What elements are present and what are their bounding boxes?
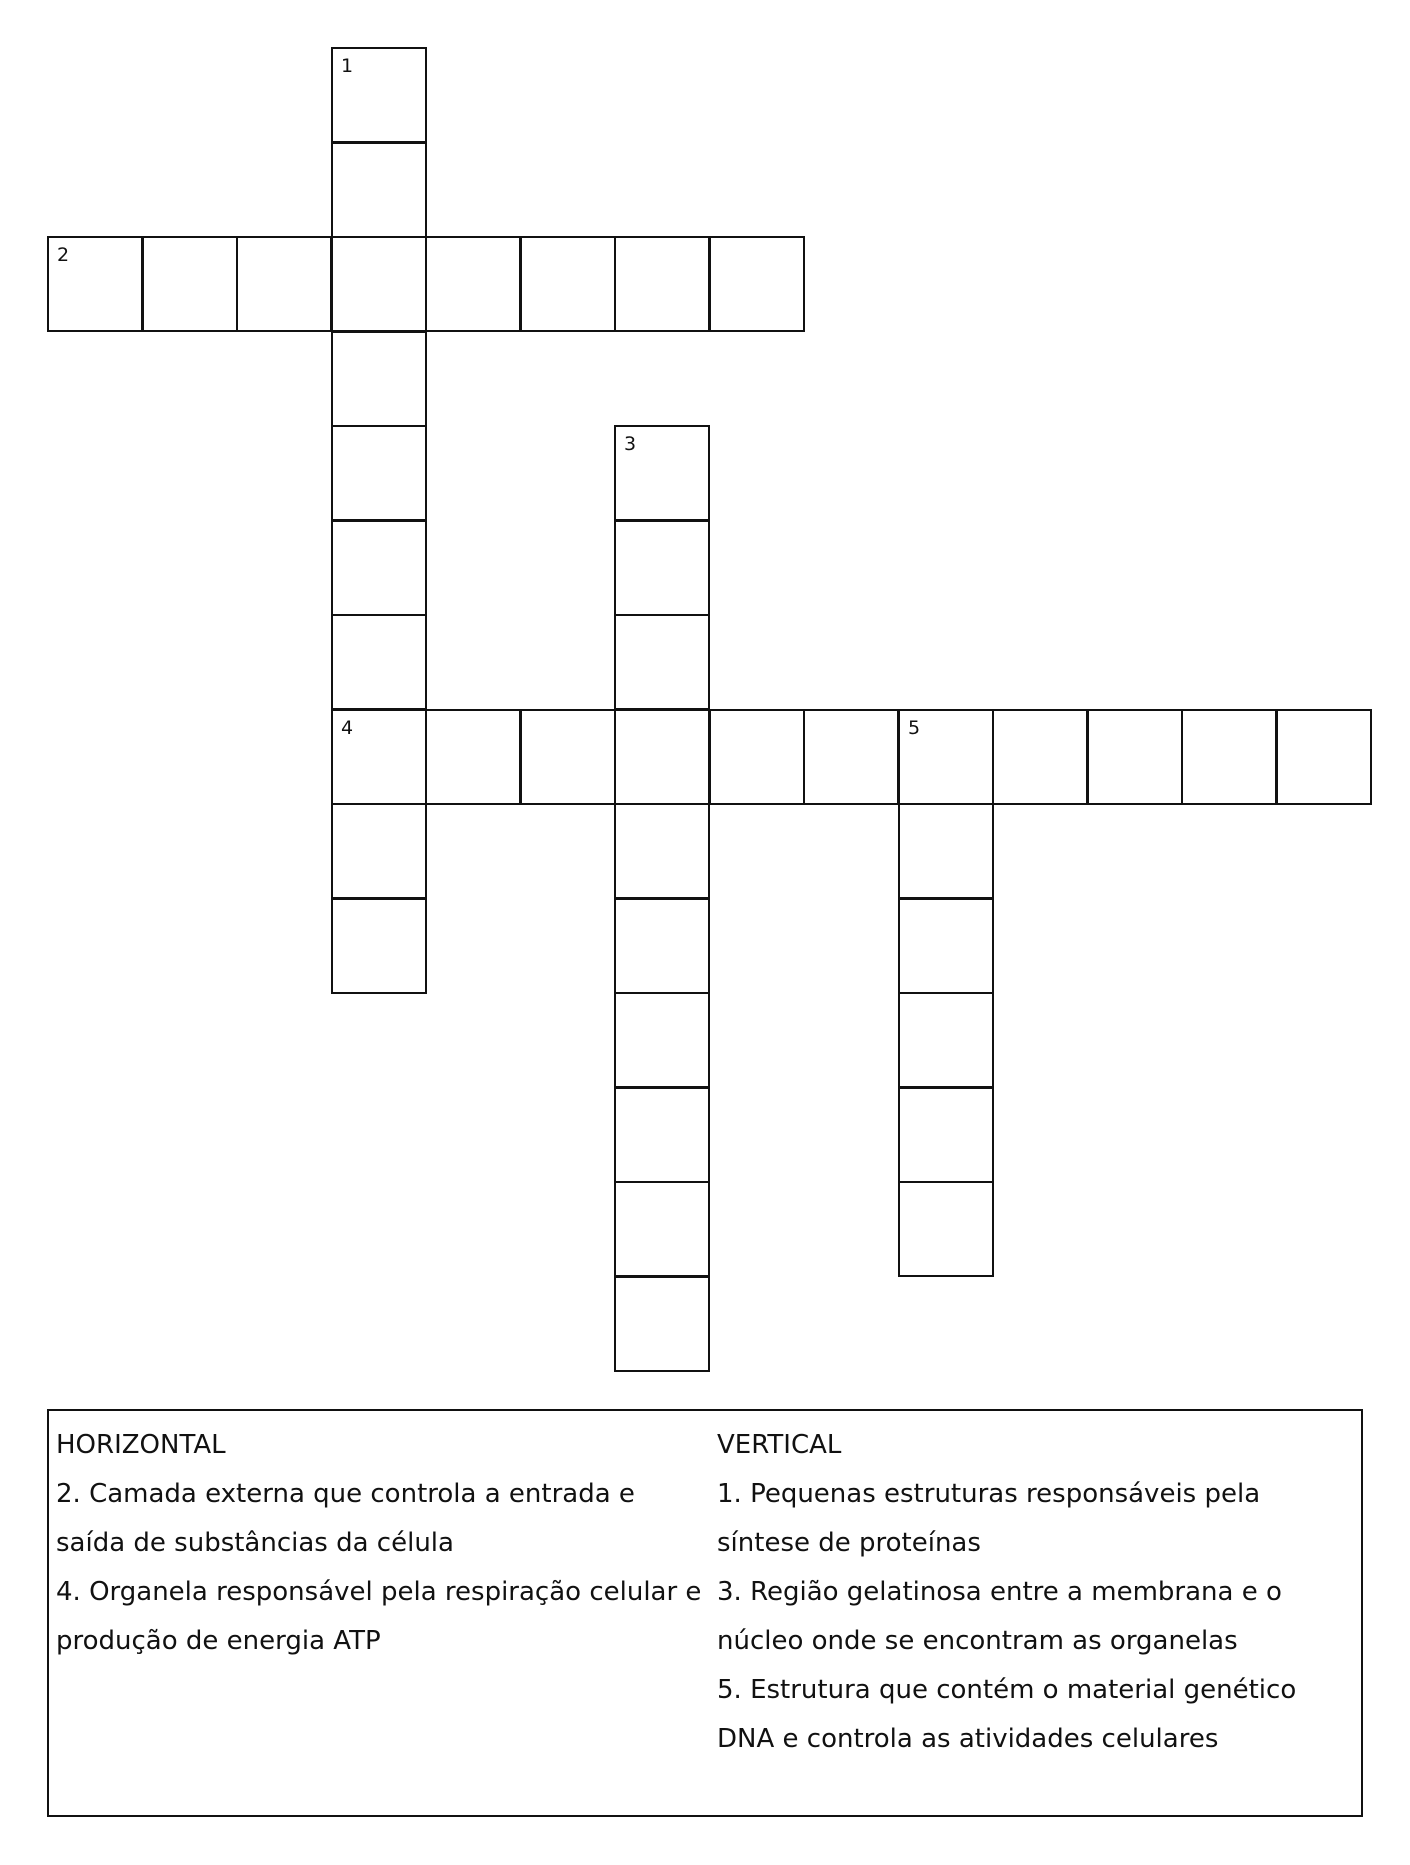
grid-cell[interactable]	[803, 709, 899, 805]
grid-cell[interactable]	[1276, 709, 1372, 805]
grid-cell[interactable]	[331, 803, 427, 899]
grid-cell[interactable]	[425, 236, 521, 332]
grid-cell[interactable]	[614, 1087, 710, 1183]
grid-cell[interactable]	[614, 803, 710, 899]
grid-cell[interactable]	[331, 142, 427, 238]
grid-cell[interactable]	[236, 236, 332, 332]
grid-cell[interactable]	[331, 520, 427, 616]
clue-number: 2	[57, 244, 70, 266]
clue-number: 1	[341, 55, 354, 77]
grid-cell[interactable]	[709, 709, 805, 805]
grid-cell[interactable]	[614, 709, 710, 805]
clue-number: 5	[908, 717, 921, 739]
clue-number: 4	[341, 717, 354, 739]
grid-cell[interactable]	[331, 47, 427, 143]
grid-cell[interactable]	[614, 1181, 710, 1277]
grid-cell[interactable]	[898, 709, 994, 805]
grid-cell[interactable]	[614, 425, 710, 521]
grid-cell[interactable]	[614, 898, 710, 994]
grid-cell[interactable]	[898, 898, 994, 994]
grid-cell[interactable]	[614, 992, 710, 1088]
grid-cell[interactable]	[614, 520, 710, 616]
grid-cell[interactable]	[331, 236, 427, 332]
grid-cell[interactable]	[425, 709, 521, 805]
grid-cell[interactable]	[1087, 709, 1183, 805]
grid-cell[interactable]	[331, 709, 427, 805]
clue-horizontal-2: 2. Camada externa que controla a entrada e saída de substâncias da célula	[56, 1479, 635, 1558]
clue-vertical-5: 5. Estrutura que contém o material genético DNA e controla as atividades celulares	[717, 1675, 1297, 1754]
grid-cell[interactable]	[142, 236, 238, 332]
grid-cell[interactable]	[331, 425, 427, 521]
grid-cell[interactable]	[331, 331, 427, 427]
grid-cell[interactable]	[47, 236, 143, 332]
horizontal-clues	[56, 1421, 706, 1666]
grid-cell[interactable]	[898, 803, 994, 899]
grid-cell[interactable]	[614, 236, 710, 332]
vertical-title: VERTICAL	[717, 1430, 842, 1460]
horizontal-title: HORIZONTAL	[56, 1430, 226, 1460]
clues-box	[47, 1409, 1363, 1817]
grid-cell[interactable]	[331, 614, 427, 710]
grid-cell[interactable]	[992, 709, 1088, 805]
grid-cell[interactable]	[709, 236, 805, 332]
grid-cell[interactable]	[898, 1087, 994, 1183]
grid-cell[interactable]	[614, 1276, 710, 1372]
clue-vertical-3: 3. Região gelatinosa entre a membrana e o núcleo onde se encontram as organelas	[717, 1577, 1282, 1656]
clue-number: 3	[624, 433, 637, 455]
grid-cell[interactable]	[614, 614, 710, 710]
grid-cell[interactable]	[331, 898, 427, 994]
clue-horizontal-4: 4. Organela responsável pela respiração celular e produção de energia ATP	[56, 1577, 702, 1656]
grid-cell[interactable]	[898, 1181, 994, 1277]
grid-cell[interactable]	[898, 992, 994, 1088]
vertical-clues	[717, 1421, 1357, 1764]
grid-cell[interactable]	[1181, 709, 1277, 805]
grid-cell[interactable]	[520, 709, 616, 805]
grid-cell[interactable]	[520, 236, 616, 332]
clue-vertical-1: 1. Pequenas estruturas responsáveis pela síntese de proteínas	[717, 1479, 1261, 1558]
